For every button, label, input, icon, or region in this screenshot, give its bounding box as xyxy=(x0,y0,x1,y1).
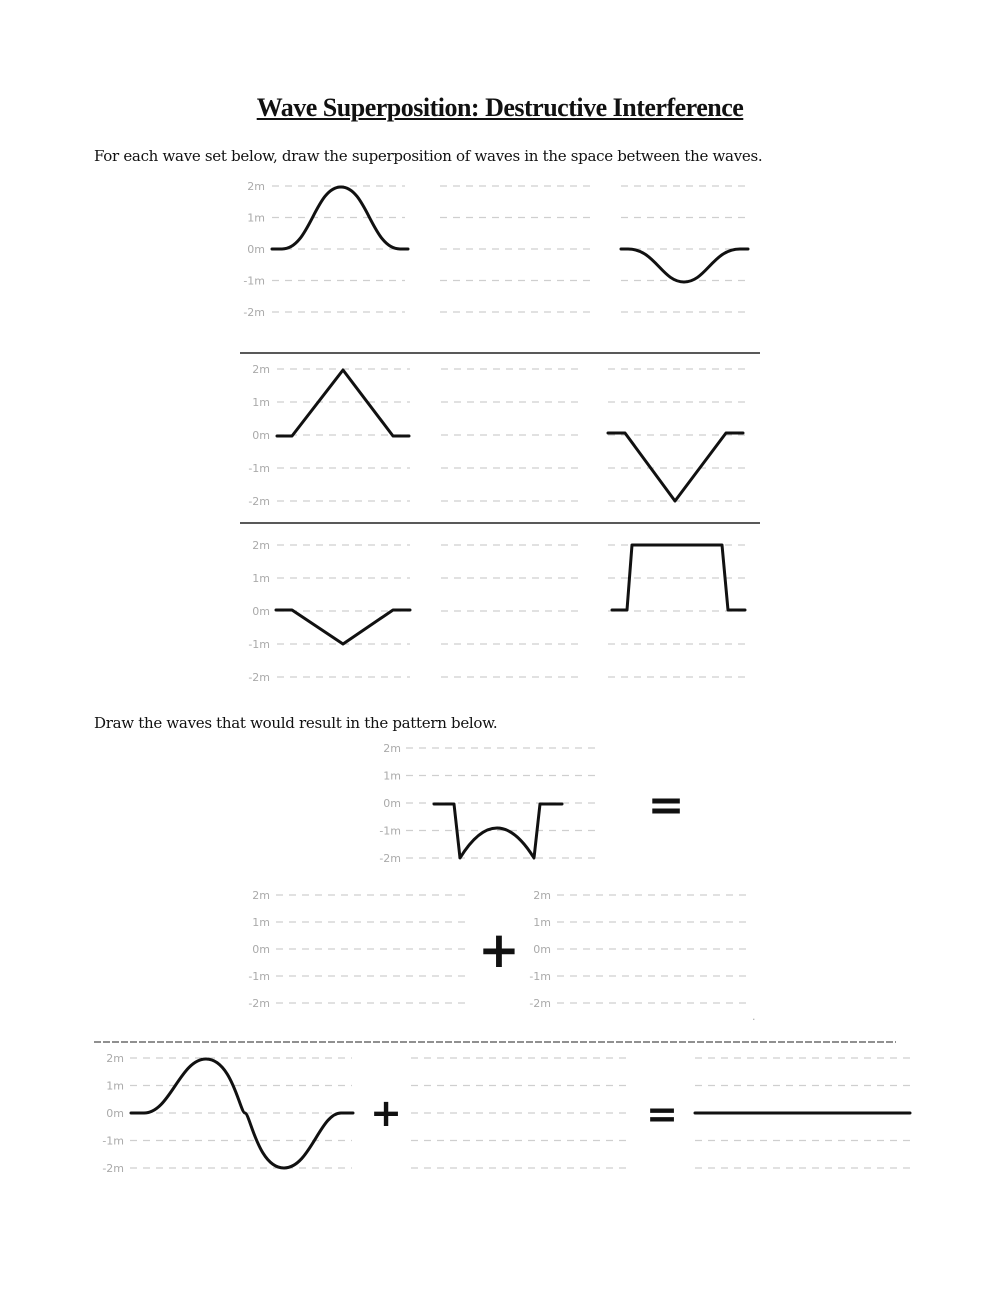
equals-sign-1: = xyxy=(647,780,685,831)
axis-label: 1m xyxy=(252,396,270,409)
plus-sign-2: + xyxy=(370,1091,402,1135)
axis-label: -2m xyxy=(243,306,265,319)
axis-label: 1m xyxy=(106,1079,124,1093)
axis-label: -2m xyxy=(102,1162,124,1175)
axis-label: 0m xyxy=(247,243,265,256)
wave-cosine-dip-negative xyxy=(621,249,748,282)
instruction-part1: For each wave set below, draw the superposition of waves in the space between the waves. xyxy=(94,147,763,165)
axis-label: 1m xyxy=(247,211,265,225)
axis-label: -2m xyxy=(529,997,551,1010)
axis-label: 2m xyxy=(252,539,270,552)
wave-shallow-v-negative xyxy=(276,610,410,644)
axis-label: 1m xyxy=(252,572,270,585)
axis-label: 0m xyxy=(252,943,270,956)
wave-sine-full-cycle xyxy=(131,1059,353,1168)
wave-triangle-negative xyxy=(608,433,743,501)
plus-sign-1: + xyxy=(478,921,520,979)
axis-label: 2m xyxy=(252,889,270,902)
axis-label: -1m xyxy=(248,970,270,983)
axis-label: -1m xyxy=(248,462,270,475)
operators xyxy=(370,780,755,1136)
axis-label: 2m xyxy=(247,180,265,193)
axis-label: 0m xyxy=(383,797,401,810)
stray-mark: . xyxy=(752,1010,756,1023)
axis-label: 2m xyxy=(533,889,551,902)
axis-label: -2m xyxy=(379,852,401,865)
axis-label: 2m xyxy=(106,1052,124,1065)
wave-triangle-positive xyxy=(277,370,409,436)
axis-label: -1m xyxy=(248,638,270,651)
axis-label: -1m xyxy=(243,274,265,288)
axis-label: 1m xyxy=(252,916,270,929)
axis-label: -2m xyxy=(248,495,270,508)
axis-label: 2m xyxy=(383,742,401,755)
axis-label: -1m xyxy=(379,824,401,838)
equals-sign-2: = xyxy=(646,1092,678,1136)
axis-label: 1m xyxy=(533,916,551,929)
axis-label: 1m xyxy=(383,769,401,783)
axis-label: 2m xyxy=(252,363,270,376)
axis-label: -2m xyxy=(248,997,270,1010)
axis-label: 0m xyxy=(533,943,551,956)
axis-label: -1m xyxy=(102,1134,124,1148)
guide-lines xyxy=(102,180,912,1175)
axis-label: 0m xyxy=(106,1107,124,1120)
axis-label: -1m xyxy=(529,970,551,983)
axis-label: -2m xyxy=(248,671,270,684)
worksheet-title: Wave Superposition: Destructive Interference xyxy=(256,93,744,122)
axis-label: 0m xyxy=(252,605,270,618)
instruction-part2: Draw the waves that would result in the pattern below. xyxy=(94,714,498,732)
axis-label: 0m xyxy=(252,429,270,442)
